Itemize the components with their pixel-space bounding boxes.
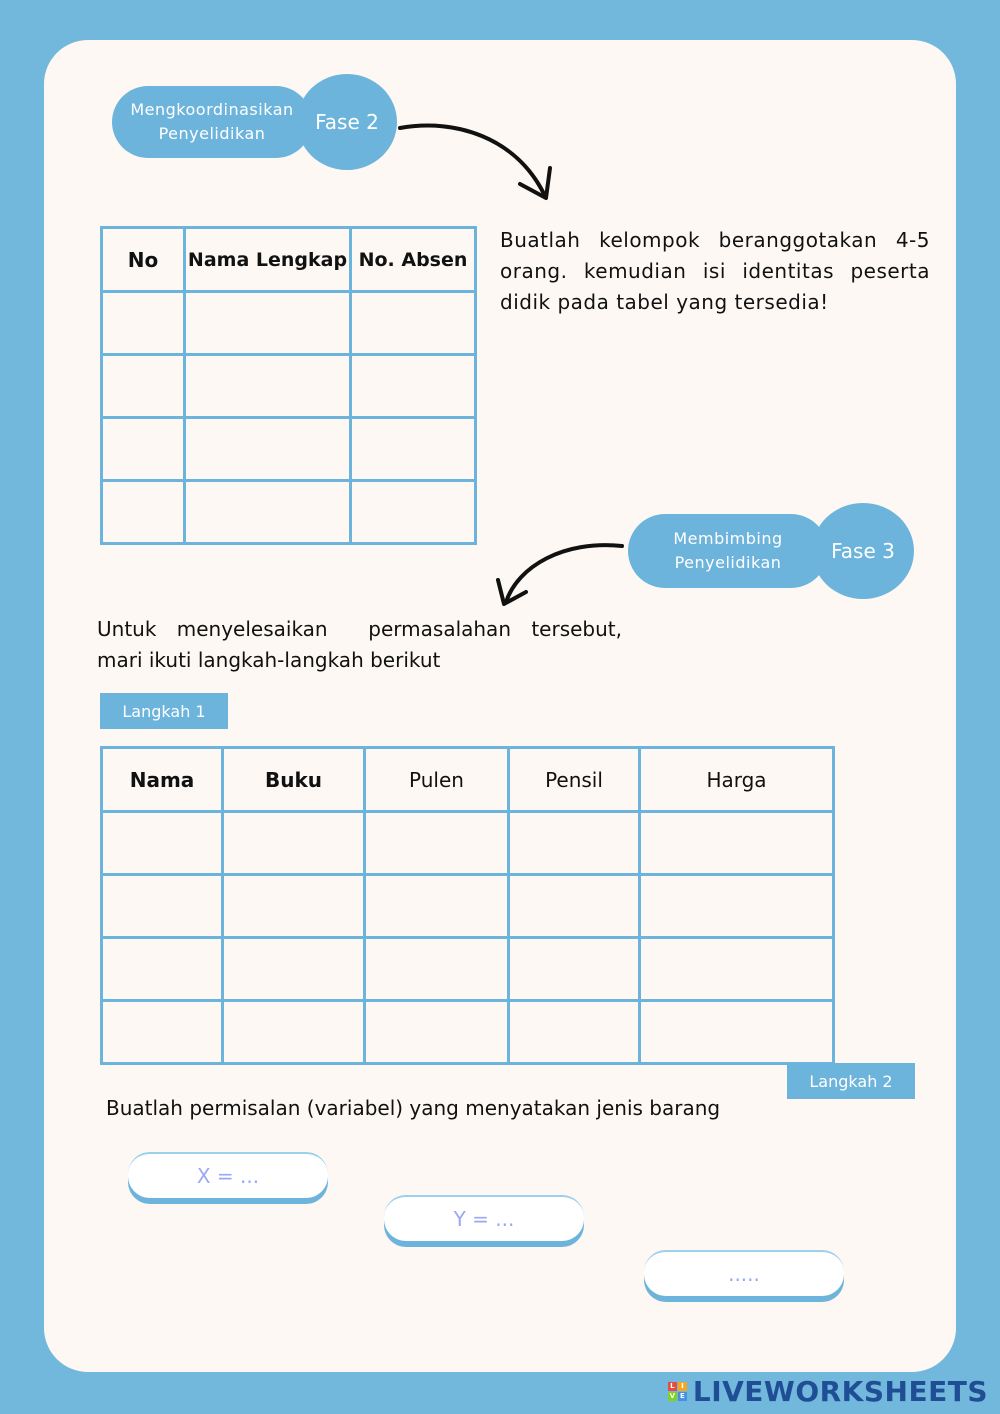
- table2-cell[interactable]: [102, 875, 223, 938]
- table1-cell[interactable]: [185, 292, 351, 355]
- curved-arrow-icon: [494, 536, 628, 612]
- table2-cell[interactable]: [509, 938, 640, 1001]
- table2-cell[interactable]: [223, 812, 365, 875]
- step2-label: Langkah 2: [787, 1063, 915, 1099]
- table1-cell[interactable]: [185, 418, 351, 481]
- table2-cell[interactable]: [509, 875, 640, 938]
- answer-x-field[interactable]: X = ...: [128, 1152, 328, 1198]
- table1-cell[interactable]: [351, 481, 476, 544]
- table1-cell[interactable]: [185, 355, 351, 418]
- table2-cell[interactable]: [365, 938, 509, 1001]
- table2-header-pulen: Pulen: [365, 748, 509, 812]
- footer-brand: [668, 1375, 988, 1408]
- table1-header-nama: Nama Lengkap: [185, 228, 351, 292]
- table2-cell[interactable]: [640, 1001, 834, 1064]
- fase3-label-line2: Penyelidikan: [674, 553, 782, 572]
- instruction-group: Buatlah kelompok beranggotakan 4-5 orang. kemudian isi identitas peserta didik pada tabel yang tersedia!: [500, 228, 930, 314]
- fase3-label-line1: Membimbing: [673, 529, 783, 548]
- intro-line1: Untuk menyelesaikan permasalahan tersebut,: [97, 617, 622, 641]
- table1-header-no: No: [102, 228, 185, 292]
- table2-cell[interactable]: [365, 1001, 509, 1064]
- table2-cell[interactable]: [223, 1001, 365, 1064]
- table2-cell[interactable]: [223, 938, 365, 1001]
- table1-header-absen: No. Absen: [351, 228, 476, 292]
- table1-cell[interactable]: [351, 292, 476, 355]
- instruction2-text: Buatlah permisalan (variabel) yang menyatakan jenis barang: [106, 1096, 721, 1120]
- table1-cell[interactable]: [185, 481, 351, 544]
- identity-table: [100, 226, 477, 545]
- brand-name[interactable]: LIVEWORKSHEETS: [692, 1375, 988, 1408]
- items-table: [100, 746, 835, 1065]
- table1-cell[interactable]: [351, 355, 476, 418]
- intro-line2: mari ikuti langkah-langkah berikut: [97, 648, 441, 672]
- table2-header-harga: Harga: [640, 748, 834, 812]
- table2-cell[interactable]: [102, 938, 223, 1001]
- table2-header-nama: Nama: [102, 748, 223, 812]
- liveworksheets-logo-icon: L I V E: [668, 1382, 687, 1401]
- curved-arrow-icon: [396, 118, 566, 208]
- table1-cell[interactable]: [102, 481, 185, 544]
- table2-cell[interactable]: [640, 938, 834, 1001]
- table2-cell[interactable]: [223, 875, 365, 938]
- table2-header-buku: Buku: [223, 748, 365, 812]
- table2-cell[interactable]: [102, 812, 223, 875]
- table2-cell[interactable]: [509, 1001, 640, 1064]
- table2-cell[interactable]: [365, 875, 509, 938]
- table2-cell[interactable]: [365, 812, 509, 875]
- answer-z-field[interactable]: .....: [644, 1250, 844, 1296]
- fase2-label-line2: Penyelidikan: [158, 124, 266, 143]
- fase2-label-line1: Mengkoordinasikan: [130, 100, 294, 119]
- table2-cell[interactable]: [509, 812, 640, 875]
- fase3-label: [628, 514, 828, 588]
- fase2-badge: Fase 2: [297, 74, 397, 170]
- fase2-label: [112, 86, 312, 158]
- table2-header-pensil: Pensil: [509, 748, 640, 812]
- table2-cell[interactable]: [640, 812, 834, 875]
- table1-cell[interactable]: [102, 418, 185, 481]
- table1-cell[interactable]: [102, 292, 185, 355]
- intro-text: [97, 614, 622, 676]
- table1-cell[interactable]: [351, 418, 476, 481]
- fase3-badge: Fase 3: [812, 503, 914, 599]
- table2-cell[interactable]: [640, 875, 834, 938]
- table2-cell[interactable]: [102, 1001, 223, 1064]
- table1-cell[interactable]: [102, 355, 185, 418]
- answer-y-field[interactable]: Y = ...: [384, 1195, 584, 1241]
- step1-label: Langkah 1: [100, 693, 228, 729]
